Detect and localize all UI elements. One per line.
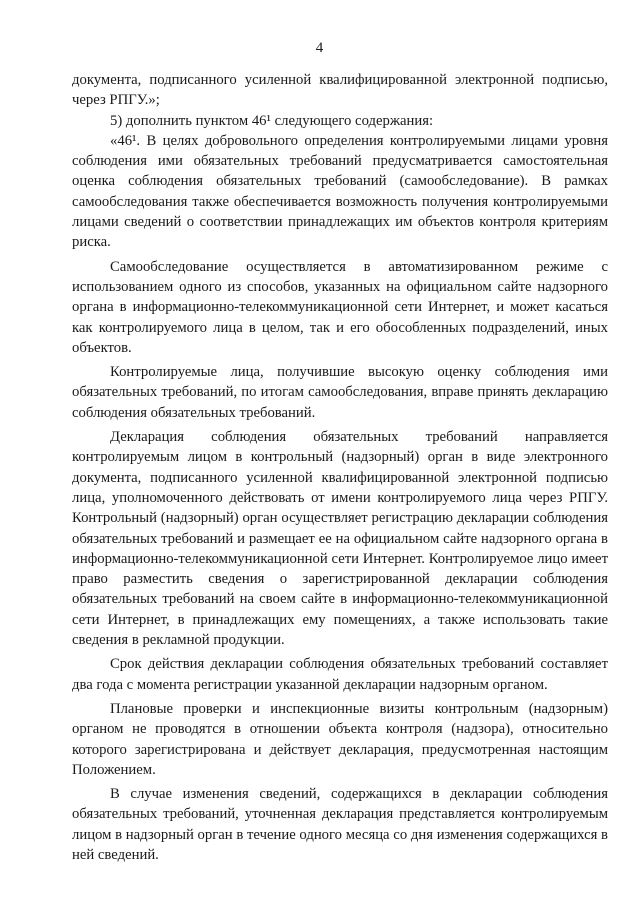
paragraph-self-assessment: Самообследование осуществляется в автоматизированном режиме с использованием одного из способов, указанных на официальном сайте надзорного органа в информационно-телекоммуникационной сети Интернет, и может касаться как контролируемого лица в целом, так и его обособленных подразделений, иных объектов. — [72, 258, 608, 356]
paragraph-declaration: Декларация соблюдения обязательных требований направляется контролируемым лицом в контрольный (надзорный) орган в виде электронного документа, подписанного усиленной квалифицированной электронной подписью лица, уполномоченного действовать от имени контролируемого лица через РПГУ. Контрольный (надзорный) орган осуществляет регистрацию декларации соблюдения обязательных требований и размещает ее на официальном сайте надзорного органа в информационно-телекоммуникационной сети Интернет. Контролируемое лицо имеет право разместить сведения о зарегистрированной декларации соблюдения обязательных требований на своем сайте в информационно-телекоммуникационной сети Интернет, в принадлежащих ему помещениях, а также использовать такие сведения в рекламной продукции. — [72, 429, 608, 649]
paragraph-validity: Срок действия декларации соблюдения обязательных требований составляет два года с момента регистрации указанной декларации надзорным органом. — [72, 656, 608, 693]
paragraph-continuation: документа, подписанного усиленной квалифицированной электронной подписью, через РПГУ.»; — [72, 72, 608, 109]
paragraph-planned-checks: Плановые проверки и инспекционные визиты контрольным (надзорным) органом не проводятся в отношении объекта контроля (надзора), относительно которого зарегистрирована и действует декларация, предусмотренная настоящим Положением. — [72, 700, 608, 778]
paragraph-46-1: «46¹. В целях добровольного определения контролируемыми лицами уровня соблюдения ими обязательных требований предусматривается самостоятельная оценка соблюдения обязательных требований (самообследование). В рамках самообследования также обеспечивается возможность получения контролируемыми лицами сведений о соответствии принадлежащих им объектов контроля критериям риска. — [72, 132, 608, 251]
paragraph-item-5: 5) дополнить пунктом 46¹ следующего содержания: — [110, 112, 434, 129]
paragraph-high-score: Контролируемые лица, получившие высокую оценку соблюдения ими обязательных требований, по итогам самообследования, вправе принять декларацию соблюдения обязательных требований. — [72, 364, 608, 421]
document-body — [72, 70, 608, 865]
paragraph-changes: В случае изменения сведений, содержащихся в декларации соблюдения обязательных требований, уточненная декларация представляется контролируемым лицом в надзорный орган в течение одного месяца со дня изменения содержащихся в ней сведений. — [72, 786, 608, 863]
page-number: 4 — [315, 40, 324, 56]
